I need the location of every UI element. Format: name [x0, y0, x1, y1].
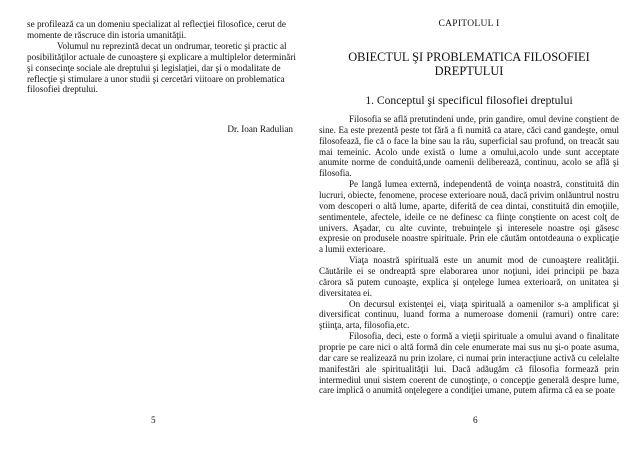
paragraph-1: Filosofia se află pretutindeni unde, prin gandire, omul devine conştient de sine. Ea este prezentă peste tot fără a fi numită ca atare, căci cand gandeşte, omul filosofează, fie că o face la bine sau la rău, superficial sau profund, on treacăt sau mai temeinic. Acolo unde există o lume a omului,acolo unde sunt acceptate anumite norme de conduită,unde oamenii deliberează, continuu, acolo se află şi filosofia.	[319, 114, 619, 179]
paragraph-5: Filosofia, deci, este o formă a vieţii spirituale a omului avand o finalitate proprie pe care nici o altă formă din cele enumerate mai sus nu şi-o poate asuma, dar care se realizează nu prin izolare, ci numai prin interacţiune activă cu celelalte manifestări ale spiritualităţii lui. Dacă adăugăm că filosofia formează prin intermediul unui sistem coerent de cunoştinţe, o concepţie generală despre lume, care implică o anumită onţelegere a condiţiei umane, putem afirma că ea se poate	[319, 331, 619, 396]
right-page	[319, 0, 619, 451]
right-page-number: 6	[473, 415, 478, 425]
left-page-body	[27, 19, 297, 95]
paragraph-3: Viaţa noastră spirituală este un anumit mod de cunoaştere realităţii. Căutările ei se ondreaptă spre elaborarea unor noţiuni, idei principii pe baza cărora să putem cunoaşte, explica şi onţelege lumea exterioară, on unitatea şi diversitatea ei.	[319, 255, 619, 298]
paragraph-2: Pe langă lumea externă, independentă de voinţa noastră, constituită din lucruri, obiecte, fenomene, procese exterioare nouă, dacă privim onlăuntrul nostru vom descoperi o altă lume, aparte, diferită de cea dintai, constituită din emoţiile, sentimentele, afectele, ideile ce ne definesc ca fiinţe conştiente on acest colţ de univers. Aşadar, cu alte cuvinte, trebuinţele şi interesele noastre oşi găsesc expresie on produsele noastre spirituale. Prin ele căutăm ontotdeauna o explicaţie a lumii exterioare.	[319, 179, 619, 255]
left-paragraph-volume: Volumul nu reprezintă decat un ondrumar, teoretic şi practic al posibilităţilor actuale de cunoaştere şi explicare a multiplelor determinări şi consecinţe sociale ale dreptului şi legislaţiei, dar şi o modalitate de reflecţie şi stimulare a unor studii şi cercetări viitoare on problematica filosofiei dreptului.	[27, 40, 296, 95]
left-paragraph-continuation: se profilează ca un domeniu specializat al reflecţiei filosofice, cerut de momente de răscruce din istoria umanităţii.	[27, 19, 286, 40]
chapter-title: OBIECTUL ŞI PROBLEMATICA FILOSOFIEI DREPTULUI	[348, 50, 590, 78]
left-page-number: 5	[151, 415, 156, 425]
chapter-heading: CAPITOLUL I	[438, 19, 500, 29]
left-page	[27, 0, 297, 451]
right-page-body	[319, 114, 619, 396]
section-subtitle: 1. Conceptul şi specificul filosofiei dreptului	[365, 94, 573, 107]
paragraph-4: On decursul existenţei ei, viaţa spirituală a oamenilor s-a amplificat şi diversificat continuu, luand forma a numeroase domenii (ramuri) ontre care: ştiinţa, arta, filosofia,etc.	[319, 298, 619, 331]
author-signature: Dr. Ioan Radulian	[227, 124, 293, 134]
